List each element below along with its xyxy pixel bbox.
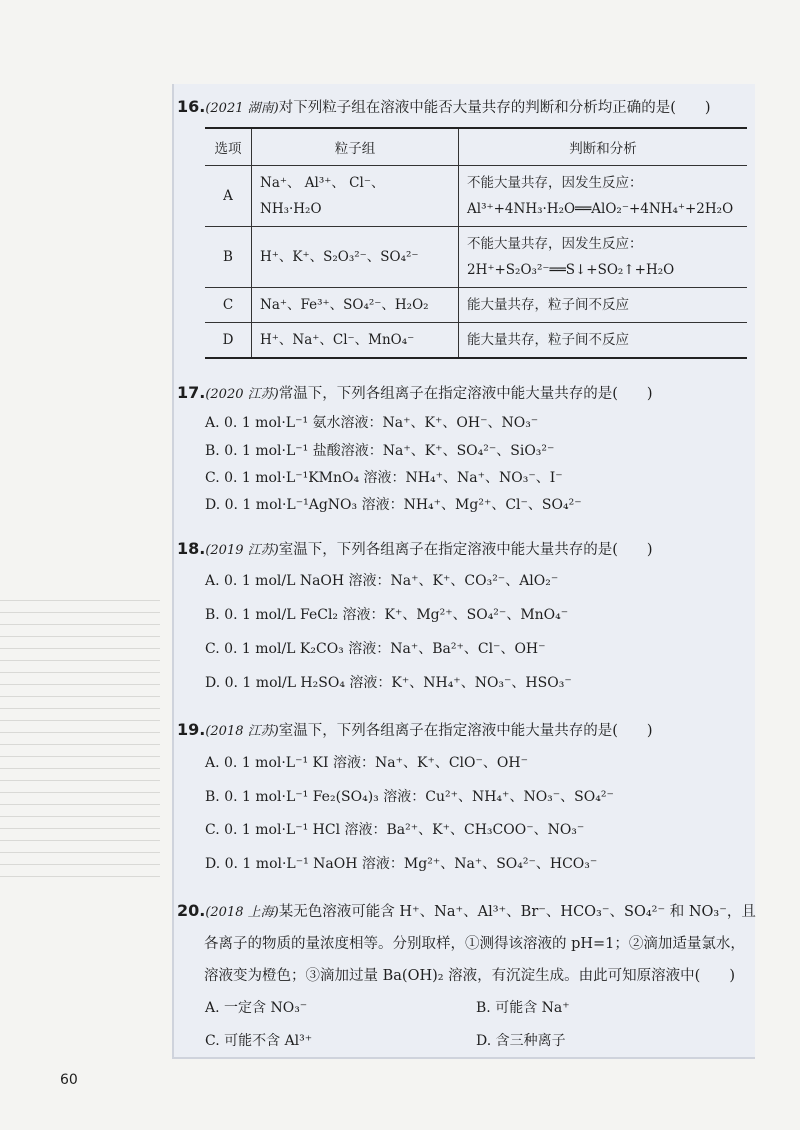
row-particles: Na⁺、 Al³⁺、 Cl⁻、 NH₃·H₂O (252, 166, 459, 227)
q16-stem: 对下列粒子组在溶液中能否大量共存的判断和分析均正确的是( ) (278, 100, 711, 116)
q18-option-d: D. 0. 1 mol/L H₂SO₄ 溶液：K⁺、NH₄⁺、NO₃⁻、HSO₃⁻ (205, 675, 572, 691)
row-analysis: 能大量共存，粒子间不反应 (459, 323, 748, 359)
q17-option-c: C. 0. 1 mol·L⁻¹KMnO₄ 溶液：NH₄⁺、Na⁺、NO₃⁻、I⁻ (205, 470, 563, 486)
margin-note-lines (0, 600, 160, 888)
q16-source: (2021 湖南) (205, 101, 279, 116)
q18-option-c: C. 0. 1 mol/L K₂CO₃ 溶液：Na⁺、Ba²⁺、Cl⁻、OH⁻ (205, 641, 546, 657)
q17-option-b: B. 0. 1 mol·L⁻¹ 盐酸溶液：Na⁺、K⁺、SO₄²⁻、SiO₃²⁻ (205, 443, 555, 459)
table-row (205, 288, 747, 323)
row-particles: H⁺、Na⁺、Cl⁻、MnO₄⁻ (252, 323, 459, 359)
header-analysis: 判断和分析 (459, 128, 748, 166)
q20-stem-line3: 溶液变为橙色；③滴加过量 Ba(OH)₂ 溶液，有沉淀生成。由此可知原溶液中( ) (204, 968, 735, 984)
table-row (205, 166, 747, 227)
table-row (205, 323, 747, 359)
q16-number: 16. (177, 97, 206, 116)
header-option: 选项 (205, 128, 252, 166)
q19-option-a: A. 0. 1 mol·L⁻¹ KI 溶液：Na⁺、K⁺、ClO⁻、OH⁻ (205, 755, 528, 771)
q19-stem: 室温下，下列各组离子在指定溶液中能大量共存的是( ) (278, 723, 653, 739)
header-particles: 粒子组 (252, 128, 459, 166)
q18-option-b: B. 0. 1 mol/L FeCl₂ 溶液：K⁺、Mg²⁺、SO₄²⁻、MnO₄⁻ (205, 607, 569, 623)
row-analysis: 不能大量共存，因发生反应：Al³⁺+4NH₃·H₂O══AlO₂⁻+4NH₄⁺+2H₂O (459, 166, 748, 227)
row-particles: H⁺、K⁺、S₂O₃²⁻、SO₄²⁻ (252, 227, 459, 288)
q20-option-a: A. 一定含 NO₃⁻ (205, 1000, 308, 1016)
q17-source: (2020 江苏) (205, 387, 279, 402)
q19-source: (2018 江苏) (205, 724, 279, 739)
row-label: B (205, 227, 252, 288)
q18-number: 18. (177, 539, 206, 558)
q16-header-row (205, 128, 747, 166)
q17-number: 17. (177, 383, 206, 402)
row-particles: Na⁺、Fe³⁺、SO₄²⁻、H₂O₂ (252, 288, 459, 323)
q16-table (205, 127, 747, 359)
q18-heading (177, 538, 653, 559)
row-label: C (205, 288, 252, 323)
q17-stem: 常温下，下列各组离子在指定溶液中能大量共存的是( ) (278, 386, 653, 402)
q19-option-c: C. 0. 1 mol·L⁻¹ HCl 溶液：Ba²⁺、K⁺、CH₃COO⁻、NO₃⁻ (205, 822, 585, 838)
q20-option-b: B. 可能含 Na⁺ (476, 1000, 570, 1016)
q19-heading (177, 719, 653, 740)
table-row (205, 227, 747, 288)
row-analysis: 能大量共存，粒子间不反应 (459, 288, 748, 323)
q20-number: 20. (177, 901, 206, 920)
q18-option-a: A. 0. 1 mol/L NaOH 溶液：Na⁺、K⁺、CO₃²⁻、AlO₂⁻ (205, 573, 559, 589)
row-label: A (205, 166, 252, 227)
q20-stem-line1: 某无色溶液可能含 H⁺、Na⁺、Al³⁺、Br⁻、HCO₃⁻、SO₄²⁻ 和 NO₃⁻，且 (278, 904, 756, 920)
row-label: D (205, 323, 252, 359)
page-number: 60 (60, 1072, 78, 1088)
q17-heading (177, 382, 653, 403)
q19-number: 19. (177, 720, 206, 739)
q19-option-b: B. 0. 1 mol·L⁻¹ Fe₂(SO₄)₃ 溶液：Cu²⁺、NH₄⁺、NO₃⁻、SO₄²⁻ (205, 789, 614, 805)
q17-option-a: A. 0. 1 mol·L⁻¹ 氨水溶液：Na⁺、K⁺、OH⁻、NO₃⁻ (205, 415, 539, 431)
row-analysis: 不能大量共存，因发生反应：2H⁺+S₂O₃²⁻══S↓+SO₂↑+H₂O (459, 227, 748, 288)
q20-option-c: C. 可能不含 Al³⁺ (205, 1033, 313, 1049)
q16-heading (177, 96, 711, 117)
q18-stem: 室温下，下列各组离子在指定溶液中能大量共存的是( ) (278, 542, 653, 558)
q20-option-d: D. 含三种离子 (476, 1033, 566, 1049)
q20-source: (2018 上海) (205, 905, 279, 920)
q19-option-d: D. 0. 1 mol·L⁻¹ NaOH 溶液：Mg²⁺、Na⁺、SO₄²⁻、HCO₃⁻ (205, 856, 598, 872)
q17-option-d: D. 0. 1 mol·L⁻¹AgNO₃ 溶液：NH₄⁺、Mg²⁺、Cl⁻、SO₄²⁻ (205, 497, 582, 513)
q20-stem-line2: 各离子的物质的量浓度相等。分别取样，①测得该溶液的 pH=1；②滴加适量氯水， (204, 936, 745, 952)
q18-source: (2019 江苏) (205, 543, 279, 558)
q20-heading (177, 900, 756, 921)
